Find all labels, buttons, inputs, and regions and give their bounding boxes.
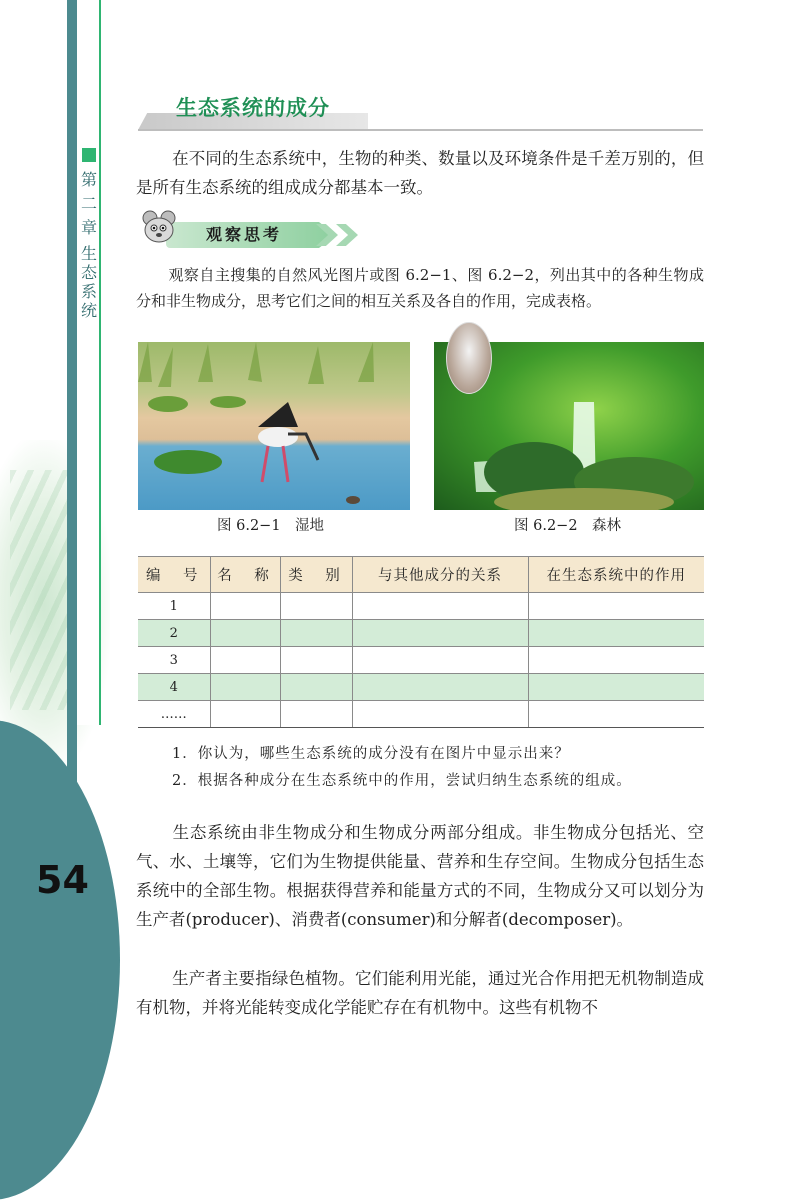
table-cell[interactable]: [352, 647, 528, 674]
observe-banner: [140, 210, 380, 252]
figure-caption-text: 湿地: [295, 518, 325, 534]
table-cell[interactable]: [210, 701, 280, 728]
table-row: [138, 701, 704, 728]
table-header-cell: 在生态系统中的作用: [528, 557, 704, 593]
table-cell[interactable]: [280, 647, 352, 674]
row-number: 4: [138, 674, 210, 701]
table-cell[interactable]: [528, 647, 704, 674]
figure-label: 图 6.2−1: [217, 518, 281, 534]
chevron-right-icon: [336, 224, 358, 246]
intro-paragraph: [136, 144, 704, 202]
table-cell[interactable]: [528, 701, 704, 728]
figure-caption-forest: [514, 514, 621, 535]
table-row: [138, 674, 704, 701]
table-cell[interactable]: [528, 593, 704, 620]
section-heading-rule: [138, 129, 703, 131]
table-cell[interactable]: [280, 674, 352, 701]
table-header-cell: 类 别: [280, 557, 352, 593]
mouse-mascot-icon: [140, 210, 180, 246]
chapter-label-bottom: 章: [80, 218, 97, 237]
chapter-label-top: 第: [80, 170, 97, 189]
table-header-cell: 名 称: [210, 557, 280, 593]
question-2: 2．根据各种成分在生态系统中的作用，尝试归纳生态系统的组成。: [172, 773, 632, 789]
table-cell[interactable]: [528, 620, 704, 647]
table-cell[interactable]: [352, 620, 528, 647]
observe-instructions: [136, 262, 704, 314]
row-number: 1: [138, 593, 210, 620]
page-number: 54: [36, 858, 89, 902]
body-text: 生产者主要指绿色植物。它们能利用光能，通过光合作用把无机物制造成有机物，并将光能转变成化学能贮存在有机物中。这些有机物不: [136, 969, 704, 1017]
table-row: [138, 593, 704, 620]
intro-text: 在不同的生态系统中，生物的种类、数量以及环境条件是千差万别的，但是所有生态系统的组成成分都基本一致。: [136, 149, 704, 197]
table-cell[interactable]: [280, 620, 352, 647]
figure-caption-text: 森林: [592, 518, 622, 534]
body-paragraph-2: [136, 964, 704, 1022]
woodpecker-inset-photo: [446, 322, 492, 394]
question-1: 1．你认为，哪些生态系统的成分没有在图片中显示出来？: [172, 746, 570, 762]
table-row: [138, 647, 704, 674]
table-cell[interactable]: [210, 647, 280, 674]
observe-text: 观察自主搜集的自然风光图片或图 6.2−1、图 6.2−2，列出其中的各种生物成分和非生物成分，思考它们之间的相互关系及各自的作用，完成表格。: [136, 266, 704, 310]
table-cell[interactable]: [280, 701, 352, 728]
observe-banner-label: 观察思考: [206, 225, 283, 244]
table-cell[interactable]: [352, 701, 528, 728]
table-header-cell: 与其他成分的关系: [352, 557, 528, 593]
chapter-title: 生态系统: [80, 244, 97, 320]
body-paragraph-1: [136, 818, 704, 934]
figure-label: 图 6.2−2: [514, 518, 578, 534]
table-cell[interactable]: [352, 593, 528, 620]
table-cell[interactable]: [210, 620, 280, 647]
table-header-row: [138, 557, 704, 593]
wetland-scene-icon: [138, 342, 410, 510]
row-number: 3: [138, 647, 210, 674]
table-cell[interactable]: [210, 593, 280, 620]
table-cell[interactable]: [528, 674, 704, 701]
chapter-marker-icon: [82, 148, 96, 162]
row-number: ……: [138, 701, 210, 728]
section-title: 生态系统的成分: [176, 96, 330, 120]
table-cell[interactable]: [352, 674, 528, 701]
table-cell[interactable]: [210, 674, 280, 701]
figure-caption-wetland: [217, 514, 324, 535]
table-cell[interactable]: [280, 593, 352, 620]
component-table: [138, 556, 704, 728]
body-text: 生态系统由非生物成分和生物成分两部分组成。非生物成分包括光、空气、水、土壤等，它们为生物提供能量、营养和生存空间。生物成分包括生态系统中的全部生物。根据获得营养和能量方式的不同，生物成分又可以划分为生产者(producer)、消费者(consumer)和分解者(decomposer)。: [136, 823, 704, 929]
wetland-photo: [138, 342, 410, 510]
table-header-cell: 编 号: [138, 557, 210, 593]
chapter-sidebar-inner: [77, 0, 99, 725]
table-row: [138, 620, 704, 647]
page-number-disc: [0, 720, 120, 1200]
chapter-number: 二: [80, 194, 97, 213]
row-number: 2: [138, 620, 210, 647]
